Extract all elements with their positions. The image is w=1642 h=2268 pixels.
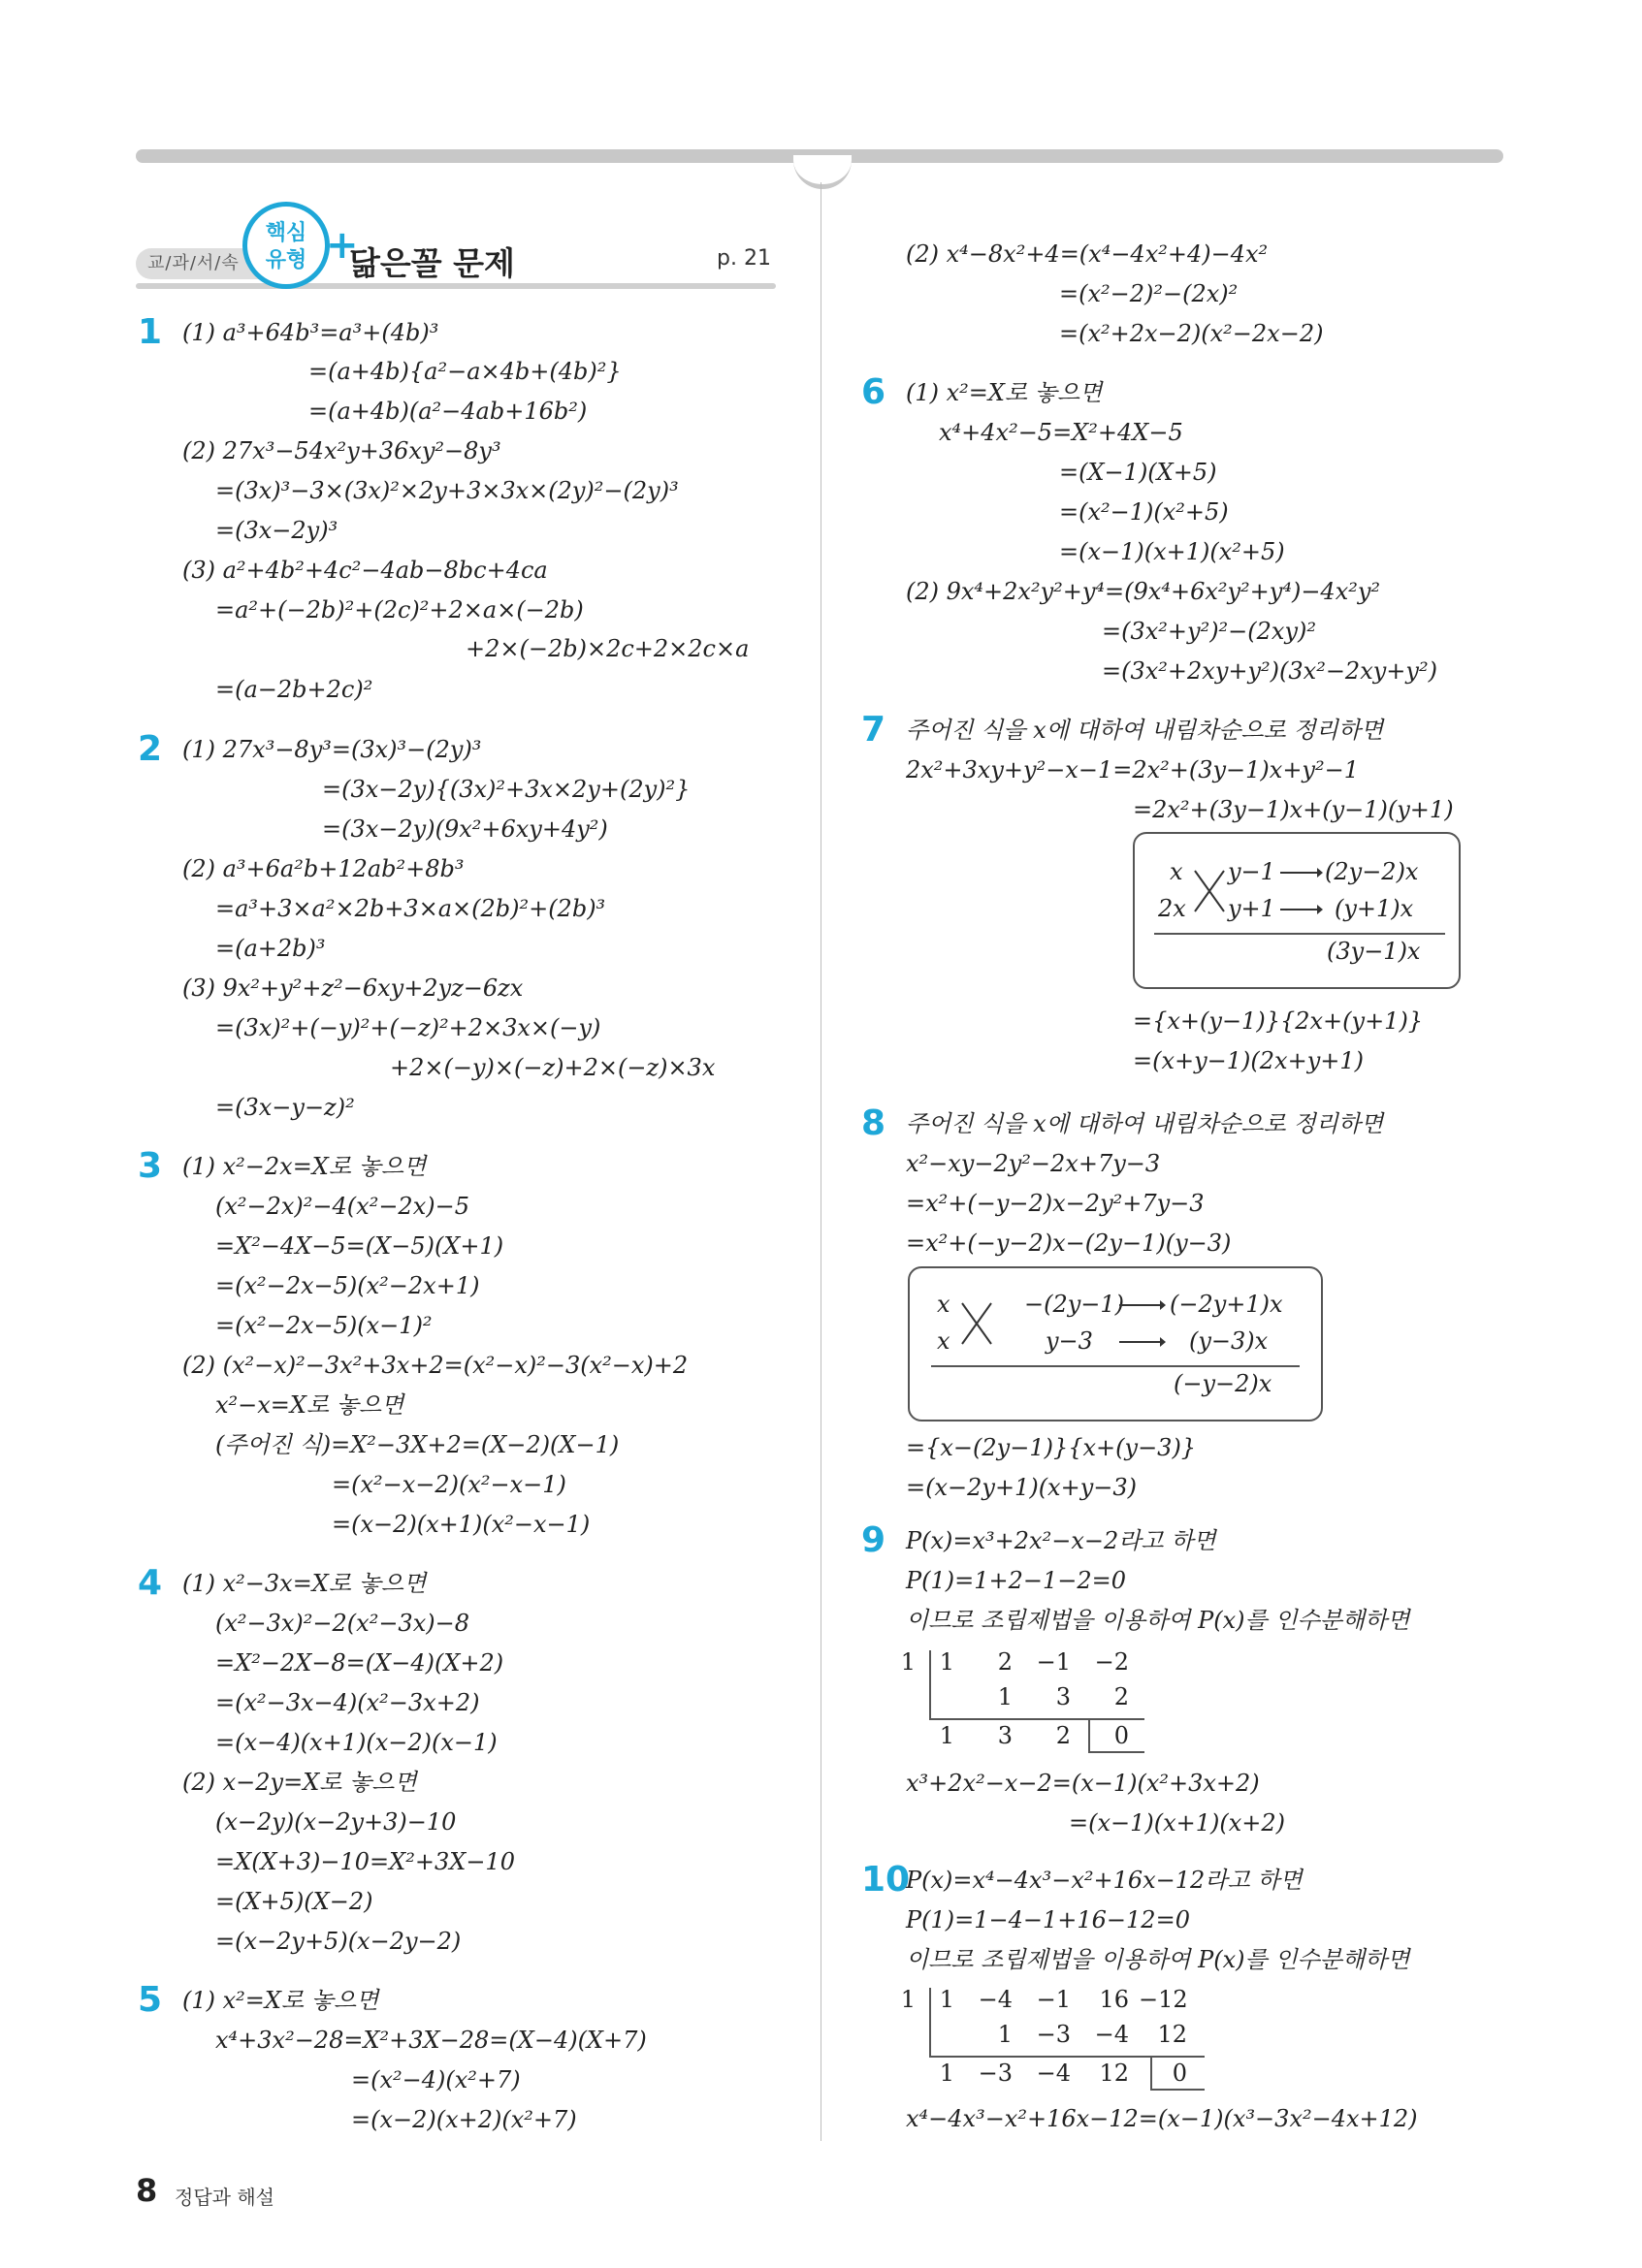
p8-line: =(x−2y+1)(x+y−3)	[906, 1474, 1137, 1501]
right-arrow-icon	[1117, 1295, 1166, 1354]
top-divider-notch	[793, 155, 852, 189]
synth-cell: 3	[1055, 1683, 1071, 1710]
synth-cell: −12	[1139, 1986, 1188, 2013]
synth-remainder-rule	[1150, 2089, 1205, 2091]
cross-r1b: y−1	[1228, 858, 1275, 885]
p4-line: (1) x²−3x=X로 놓으면	[182, 1570, 427, 1597]
synth-root: 1	[900, 1986, 916, 2013]
synth-cell: 16	[1099, 1986, 1129, 2013]
page-reference: p. 21	[717, 246, 771, 271]
p9-line: P(x)=x³+2x²−x−2라고 하면	[906, 1527, 1216, 1554]
p6-line: =(X−1)(X+5)	[1059, 459, 1217, 486]
p4-line: =(x²−3x−4)(x²−3x+2)	[215, 1689, 480, 1716]
synth-remainder: 0	[1172, 2060, 1187, 2087]
p10-line: P(1)=1−4−1+16−12=0	[906, 1906, 1190, 1933]
synth-cell: −4	[1094, 2021, 1129, 2048]
p2-line: (1) 27x³−8y³=(3x)³−(2y)³	[182, 736, 482, 763]
p5b-line: =(x²+2x−2)(x²−2x−2)	[1059, 320, 1324, 347]
badge-line2: 유형	[265, 248, 307, 272]
synth-cell: 1	[939, 1648, 954, 1676]
p1-line: =(3x−2y)³	[215, 517, 338, 544]
p10-line: 이므로 조립제법을 이용하여 P(x)를 인수분해하면	[906, 1946, 1410, 1973]
cross-r2b: y−3	[1046, 1327, 1093, 1355]
p7-line: 2x²+3xy+y²−x−1=2x²+(3y−1)x+y²−1	[906, 756, 1359, 783]
p7-line: 주어진 식을 x에 대하여 내림차순으로 정리하면	[906, 717, 1384, 744]
p6-line: x⁴+4x²−5=X²+4X−5	[939, 419, 1183, 446]
footer-page-number: 8	[136, 2172, 158, 2209]
problem-number-3: 3	[138, 1146, 163, 1186]
p5-line: (1) x²=X로 놓으면	[182, 1987, 379, 2014]
synthetic-division-table	[896, 1986, 1226, 2092]
p3-line: (2) (x²−x)²−3x²+3x+2=(x²−x)²−3(x²−x)+2	[182, 1352, 689, 1379]
problem-number-4: 4	[138, 1563, 163, 1603]
p1-line: (3) a²+4b²+4c²−4ab−8bc+4ca	[182, 557, 548, 584]
synth-cell: 12	[1157, 2021, 1187, 2048]
p4-line: =(x−4)(x+1)(x−2)(x−1)	[215, 1729, 498, 1756]
header-title: 닮은꼴 문제	[349, 244, 515, 282]
p6-line: =(3x²+y²)²−(2xy)²	[1102, 618, 1316, 645]
p3-line: x²−x=X로 놓으면	[215, 1391, 404, 1419]
p8-line: =x²+(−y−2)x−(2y−1)(y−3)	[906, 1230, 1232, 1257]
synth-cell: −1	[1036, 1986, 1071, 2013]
p1-line: =a²+(−2b)²+(2c)²+2×a×(−2b)	[215, 596, 584, 623]
p6-line: =(x²−1)(x²+5)	[1059, 498, 1229, 526]
section-header	[136, 194, 776, 291]
p2-line: (2) a³+6a²b+12ab²+8b³	[182, 855, 465, 882]
synth-remainder-rule	[1088, 1751, 1144, 1753]
cross-sum: (3y−1)x	[1327, 938, 1421, 965]
synth-cell: −4	[1036, 2060, 1071, 2087]
p6-line: (1) x²=X로 놓으면	[906, 379, 1103, 406]
p4-line: (x²−3x)²−2(x²−3x)−8	[215, 1610, 469, 1637]
p8-line: x²−xy−2y²−2x+7y−3	[906, 1150, 1161, 1177]
p3-line: (주어진 식)=X²−3X+2=(X−2)(X−1)	[215, 1431, 620, 1458]
cross-r2b: y+1	[1228, 895, 1275, 922]
synth-cell: 12	[1099, 2060, 1129, 2087]
p4-line: =X²−2X−8=(X−4)(X+2)	[215, 1649, 504, 1677]
cross-r2a: x	[937, 1327, 950, 1355]
p3-line: =(x²−2x−5)(x−1)²	[215, 1312, 433, 1339]
header-tag: 교/과/서/속	[136, 248, 272, 279]
p1-line: +2×(−2b)×2c+2×2c×a	[466, 635, 750, 662]
p9-line: P(1)=1+2−1−2=0	[906, 1567, 1127, 1594]
p2-line: =(3x)²+(−y)²+(−z)²+2×3x×(−y)	[215, 1014, 601, 1041]
cross-r1a: x	[937, 1291, 950, 1318]
p7-line: =2x²+(3y−1)x+(y−1)(y+1)	[1133, 796, 1454, 823]
synth-cell: 2	[997, 1648, 1013, 1676]
p3-line: =X²−4X−5=(X−5)(X+1)	[215, 1232, 504, 1260]
p4-line: =(x−2y+5)(x−2y−2)	[215, 1928, 462, 1955]
p7-line: =(x+y−1)(2x+y+1)	[1133, 1047, 1364, 1074]
p4-line: =(X+5)(X−2)	[215, 1888, 373, 1915]
cross-r1b: −(2y−1)	[1024, 1291, 1125, 1318]
synth-cell: 2	[1113, 1683, 1129, 1710]
p6-line: (2) 9x⁴+2x²y²+y⁴=(9x⁴+6x²y²+y⁴)−4x²y²	[906, 578, 1381, 605]
synth-cell: 2	[1055, 1722, 1071, 1749]
p10-line: x⁴−4x³−x²+16x−12=(x−1)(x³−3x²−4x+12)	[906, 2105, 1418, 2132]
p2-line: =(3x−y−z)²	[215, 1094, 355, 1121]
synth-cell: 1	[997, 1683, 1013, 1710]
p5b-line: (2) x⁴−8x²+4=(x⁴−4x²+4)−4x²	[906, 240, 1269, 268]
p3-line: (x²−2x)²−4(x²−2x)−5	[215, 1193, 469, 1220]
synth-cell: 1	[939, 1722, 954, 1749]
cross-arrows-icon	[958, 1294, 997, 1356]
p4-line: (2) x−2y=X로 놓으면	[182, 1769, 417, 1796]
p7-line: ={x+(y−1)}{2x+(y+1)}	[1133, 1007, 1424, 1035]
p2-line: +2×(−y)×(−z)+2×(−z)×3x	[390, 1054, 716, 1081]
p9-line: x³+2x²−x−2=(x−1)(x²+3x+2)	[906, 1770, 1260, 1797]
p2-line: =(3x−2y)(9x²+6xy+4y²)	[322, 815, 608, 843]
p8-line: ={x−(2y−1)}{x+(y−3)}	[906, 1434, 1197, 1461]
p3-line: (1) x²−2x=X로 놓으면	[182, 1153, 427, 1180]
header-badge	[242, 202, 330, 289]
p9-line: 이므로 조립제법을 이용하여 P(x)를 인수분해하면	[906, 1607, 1410, 1634]
cross-r1c: (2y−2)x	[1325, 858, 1419, 885]
cross-sum-rule	[1154, 933, 1445, 935]
p8-line: =x²+(−y−2)x−2y²+7y−3	[906, 1190, 1205, 1217]
footer-label: 정답과 해설	[175, 2186, 274, 2209]
p1-line: =(a−2b+2c)²	[215, 676, 373, 703]
synth-cell: 1	[939, 1986, 954, 2013]
problem-number-7: 7	[861, 710, 886, 750]
p8-line: 주어진 식을 x에 대하여 내림차순으로 정리하면	[906, 1110, 1384, 1137]
synth-cell: 1	[939, 2060, 954, 2087]
problem-number-1: 1	[138, 312, 163, 352]
p2-line: =(3x−2y){(3x)²+3x×2y+(2y)²}	[322, 776, 691, 803]
right-arrow-icon	[1278, 863, 1323, 921]
synth-cell: −1	[1036, 1648, 1071, 1676]
synth-cell: −3	[1036, 2021, 1071, 2048]
cross-multiplication-box	[908, 1266, 1323, 1421]
p5-line: =(x²−4)(x²+7)	[351, 2066, 521, 2093]
p6-line: =(3x²+2xy+y²)(3x²−2xy+y²)	[1102, 657, 1437, 685]
synth-rule	[929, 2056, 1205, 2058]
cross-r2a: 2x	[1158, 895, 1186, 922]
cross-arrows-icon	[1191, 861, 1230, 923]
problem-number-2: 2	[138, 729, 163, 769]
synthetic-division-table	[896, 1648, 1168, 1755]
badge-line1: 핵심	[265, 221, 307, 245]
cross-r1c: (−2y+1)x	[1170, 1291, 1283, 1318]
problem-number-6: 6	[861, 372, 886, 412]
cross-r2c: (y−3)x	[1189, 1327, 1269, 1355]
synth-cell: −3	[978, 2060, 1013, 2087]
p3-line: =(x−2)(x+1)(x²−x−1)	[332, 1511, 591, 1538]
p5-line: x⁴+3x²−28=X²+3X−28=(X−4)(X+7)	[215, 2027, 647, 2054]
synth-cell: 3	[997, 1722, 1013, 1749]
problem-number-9: 9	[861, 1520, 886, 1560]
p9-line: =(x−1)(x+1)(x+2)	[1069, 1809, 1286, 1837]
synth-cell: −4	[978, 1986, 1013, 2013]
problem-number-8: 8	[861, 1103, 886, 1143]
badge-plus-icon: +	[326, 223, 359, 268]
cross-sum: (−y−2)x	[1174, 1370, 1272, 1397]
p1-line: =(3x)³−3×(3x)²×2y+3×3x×(2y)²−(2y)³	[215, 477, 679, 504]
cross-r2c: (y+1)x	[1335, 895, 1414, 922]
p4-line: =X(X+3)−10=X²+3X−10	[215, 1848, 515, 1875]
problem-number-10: 10	[861, 1860, 911, 1900]
p3-line: =(x²−2x−5)(x²−2x+1)	[215, 1272, 480, 1299]
p1-line: (2) 27x³−54x²y+36xy²−8y³	[182, 437, 501, 464]
p1-line: (1) a³+64b³=a³+(4b)³	[182, 319, 439, 346]
p5b-line: =(x²−2)²−(2x)²	[1059, 280, 1239, 307]
p2-line: =(a+2b)³	[215, 935, 326, 962]
p6-line: =(x−1)(x+1)(x²+5)	[1059, 538, 1285, 565]
cross-multiplication-box	[1133, 832, 1461, 989]
p5-line: =(x−2)(x+2)(x²+7)	[351, 2106, 577, 2133]
p3-line: =(x²−x−2)(x²−x−1)	[332, 1471, 566, 1498]
p10-line: P(x)=x⁴−4x³−x²+16x−12라고 하면	[906, 1867, 1303, 1894]
cross-sum-rule	[931, 1365, 1300, 1367]
p4-line: (x−2y)(x−2y+3)−10	[215, 1808, 457, 1836]
synth-root: 1	[900, 1648, 916, 1676]
cross-r1a: x	[1170, 858, 1183, 885]
p2-line: =a³+3×a²×2b+3×a×(2b)²+(2b)³	[215, 895, 606, 922]
p1-line: =(a+4b)(a²−4ab+16b²)	[308, 398, 588, 425]
synth-rule	[929, 1718, 1144, 1720]
p1-line: =(a+4b){a²−a×4b+(4b)²}	[308, 358, 622, 385]
synth-cell: 1	[997, 2021, 1013, 2048]
p2-line: (3) 9x²+y²+z²−6xy+2yz−6zx	[182, 974, 524, 1002]
synth-remainder: 0	[1113, 1722, 1129, 1749]
problem-number-5: 5	[138, 1980, 163, 2020]
synth-cell: −2	[1094, 1648, 1129, 1676]
